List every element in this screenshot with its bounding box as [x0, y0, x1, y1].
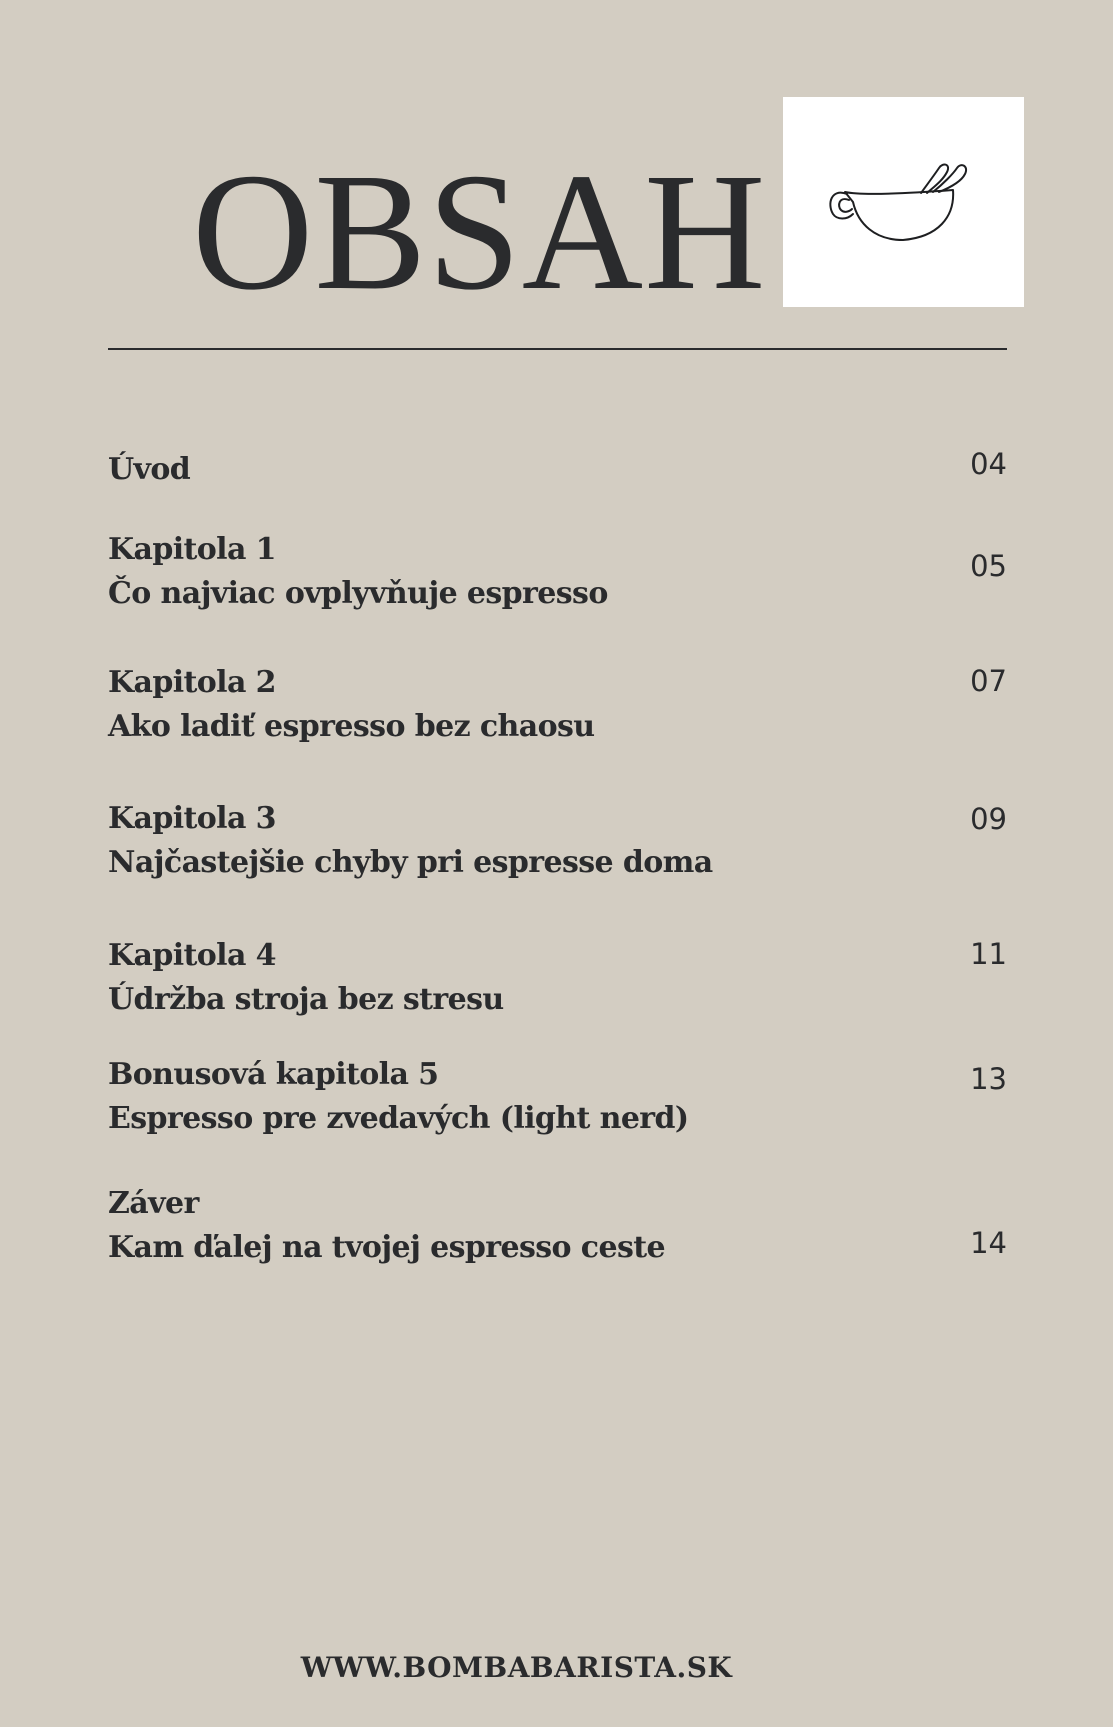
toc-page-number: 05: [970, 549, 1007, 583]
toc-entry-chapter-3[interactable]: [108, 797, 1007, 885]
toc-entry-chapter-2[interactable]: [108, 661, 1007, 749]
coffee-cup-icon: [823, 162, 983, 262]
toc-entry-title: Kapitola 2: [108, 665, 276, 700]
toc-entry-title: Záver: [108, 1186, 199, 1221]
toc-entry-subtitle: Kam ďalej na tvojej espresso ceste: [108, 1230, 665, 1265]
toc-page-number: 14: [970, 1226, 1007, 1260]
website-link[interactable]: WWW.BOMBABARISTA.SK: [300, 1651, 733, 1684]
toc-entry-title: Kapitola 1: [108, 532, 276, 567]
toc-entry-subtitle: Čo najviac ovplyvňuje espresso: [108, 576, 608, 611]
toc-entry-subtitle: Najčastejšie chyby pri espresse doma: [108, 845, 713, 880]
toc-entry-title: Kapitola 4: [108, 938, 276, 973]
toc-entry-subtitle: Espresso pre zvedavých (light nerd): [108, 1101, 689, 1136]
toc-entry-intro[interactable]: [108, 448, 1007, 492]
toc-page-number: 07: [970, 664, 1007, 698]
toc-entry-title: Úvod: [108, 452, 191, 487]
toc-page-number: 11: [970, 937, 1007, 971]
toc-page-number: 04: [970, 447, 1007, 481]
toc-entry-subtitle: Ako ladiť espresso bez chaosu: [108, 709, 595, 744]
toc-entry-subtitle: Údržba stroja bez stresu: [108, 982, 504, 1017]
toc-entry-bonus-chapter-5[interactable]: [108, 1053, 1007, 1141]
toc-entry-chapter-1[interactable]: [108, 528, 1007, 616]
toc-page-number: 13: [970, 1062, 1007, 1096]
page-title: OBSAH: [192, 139, 767, 325]
divider: [108, 348, 1007, 350]
toc-entry-title: Bonusová kapitola 5: [108, 1057, 439, 1092]
icon-box: [783, 97, 1024, 307]
toc-entry-title: Kapitola 3: [108, 801, 276, 836]
toc-entry-chapter-4[interactable]: [108, 934, 1007, 1022]
toc-entry-conclusion[interactable]: [108, 1182, 1007, 1270]
toc-page-number: 09: [970, 802, 1007, 836]
